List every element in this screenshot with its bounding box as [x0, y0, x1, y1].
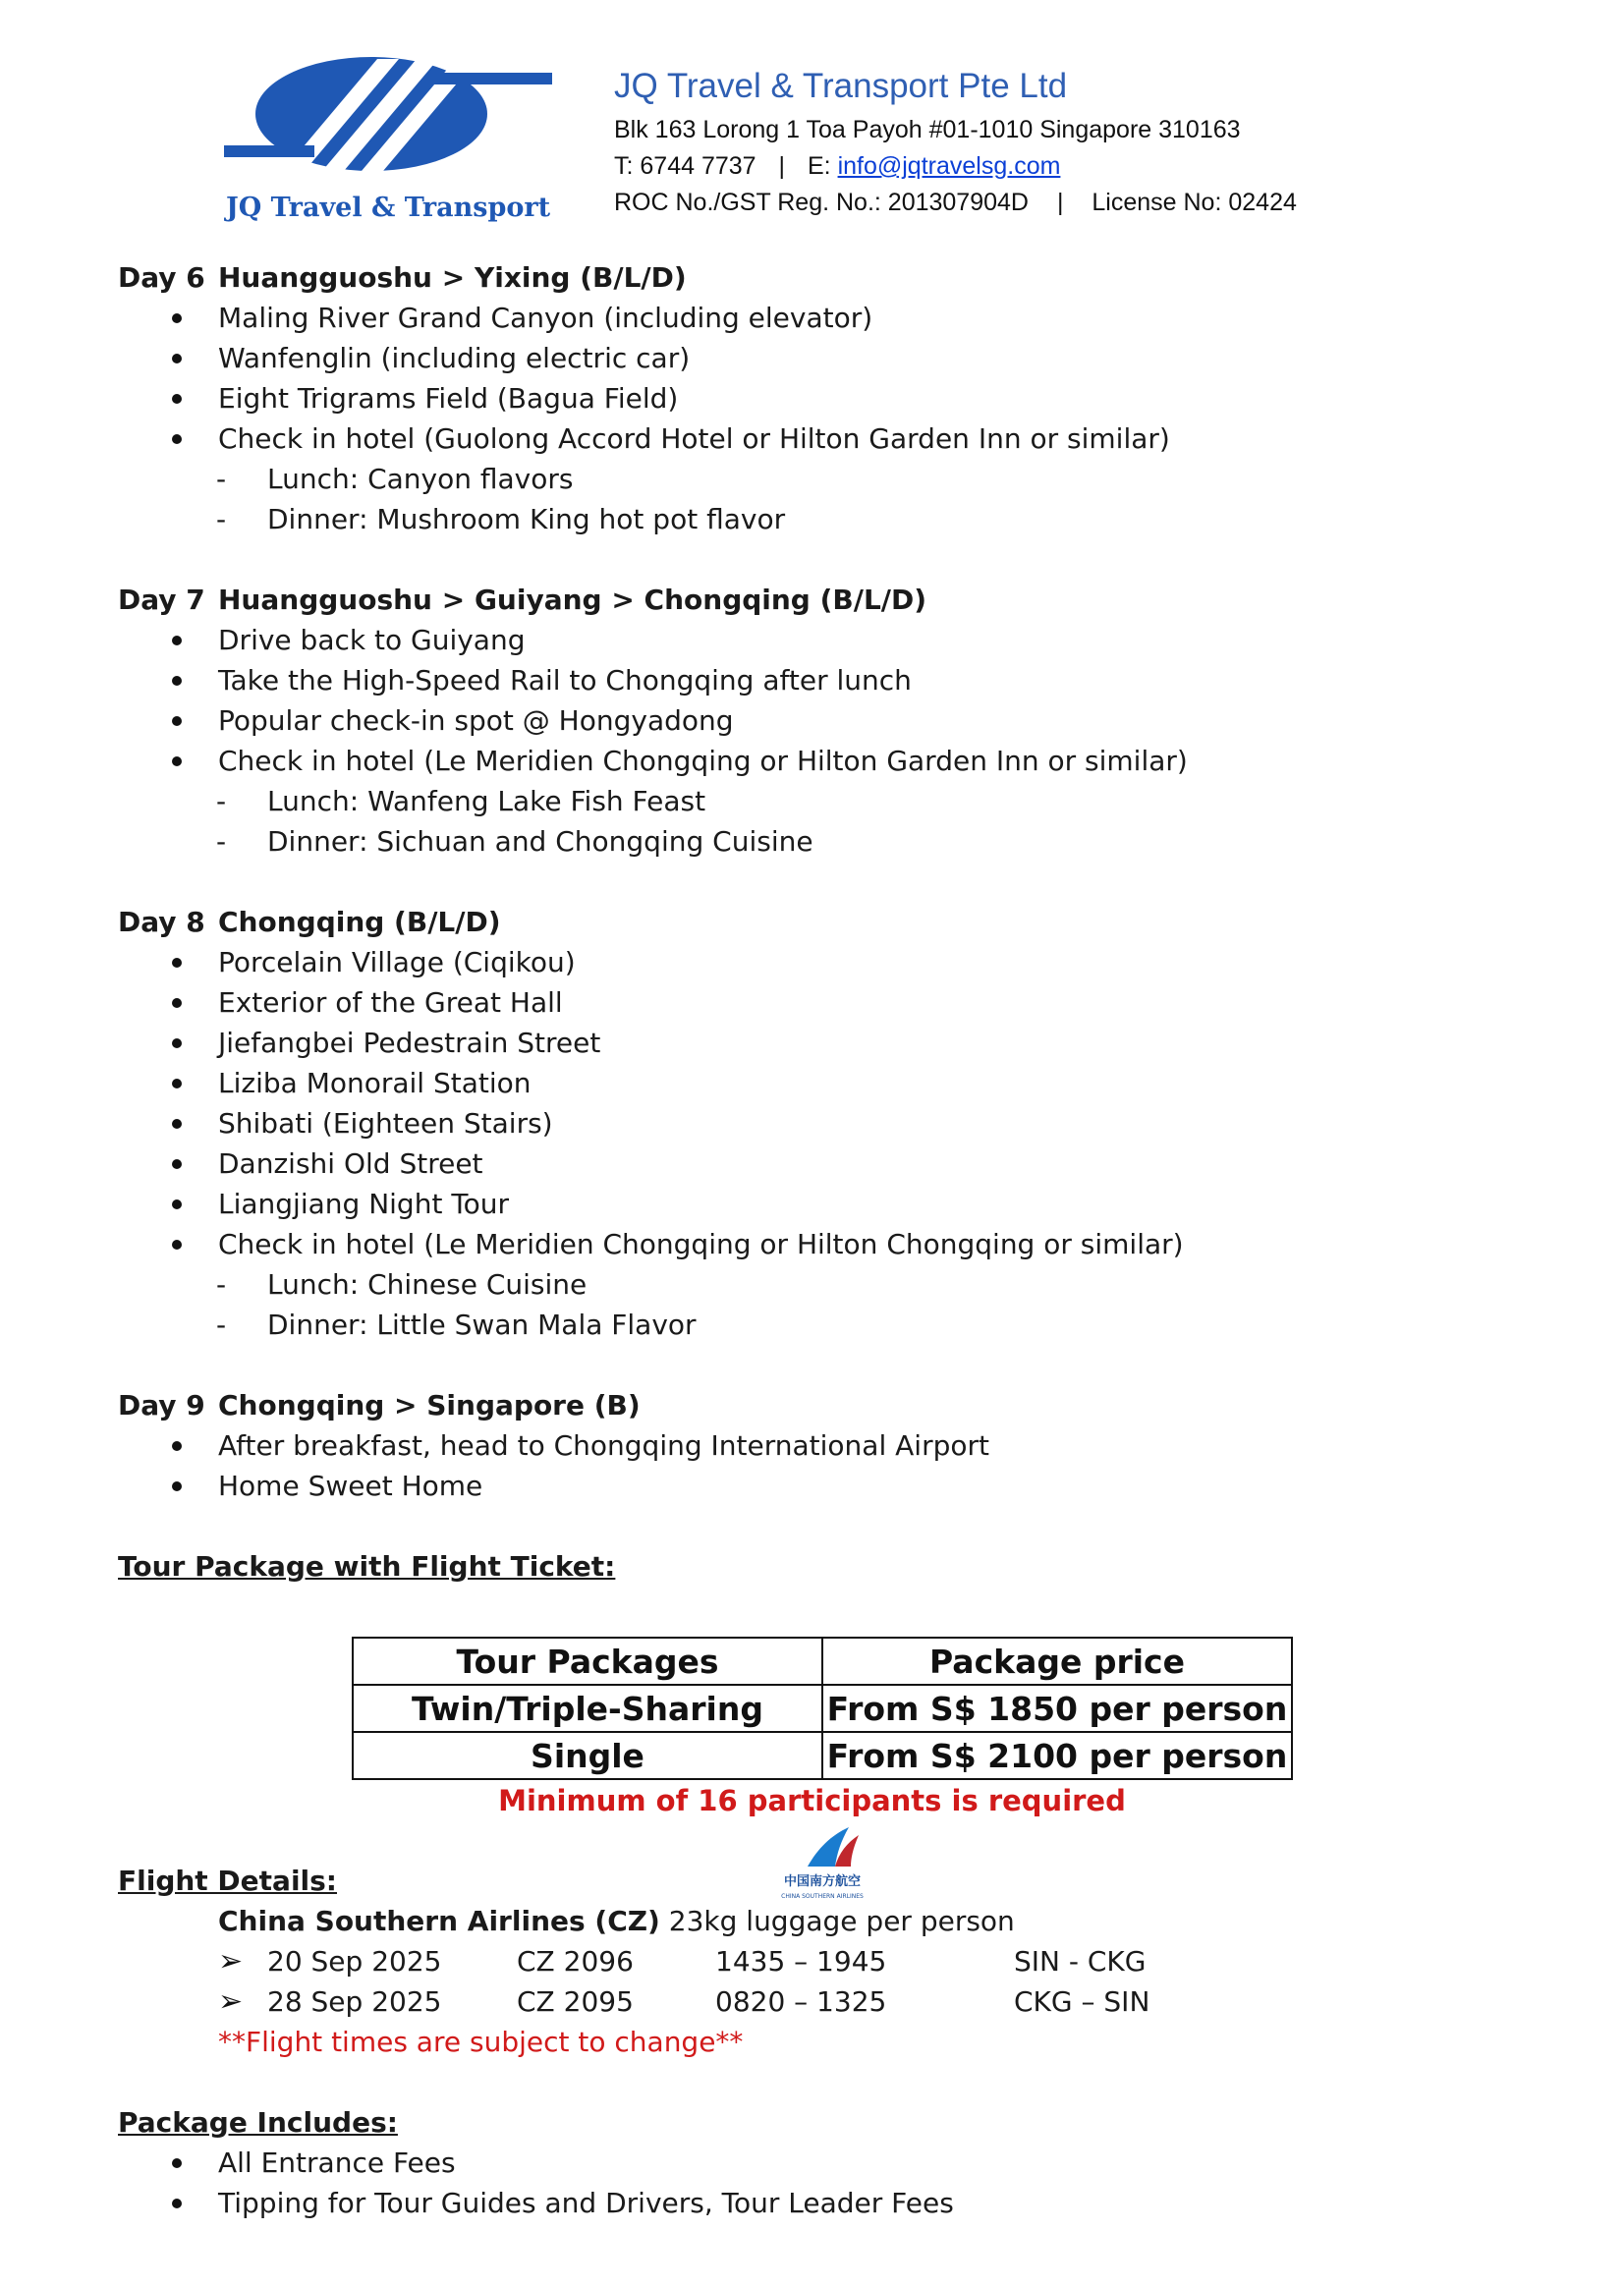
meal-item: Dinner: Sichuan and Chongqing Cuisine — [267, 825, 813, 858]
flight-number: CZ 2096 — [517, 1945, 634, 1978]
dash-bullet: - — [216, 503, 227, 535]
dash-bullet: - — [216, 1309, 227, 1341]
flight-route: CKG – SIN — [1014, 1985, 1150, 2018]
list-item: Porcelain Village (Ciqikou) — [218, 946, 576, 978]
list-item: Liziba Monorail Station — [218, 1067, 532, 1099]
bullet — [172, 1441, 182, 1451]
bullet — [172, 354, 182, 363]
company-address: Blk 163 Lorong 1 Toa Payoh #01-1010 Singapore 310163 — [614, 116, 1241, 143]
minimum-note: Minimum of 16 participants is required — [498, 1784, 1126, 1817]
bullet — [172, 716, 182, 726]
price-table — [352, 1637, 1293, 1780]
table-cell: Twin/Triple-Sharing — [353, 1685, 822, 1732]
email-link[interactable]: info@jqtravelsg.com — [837, 152, 1061, 180]
list-item: Drive back to Guiyang — [218, 624, 526, 656]
table-cell: From S$ 1850 per person — [822, 1685, 1292, 1732]
bullet — [172, 1240, 182, 1250]
email-label: E: — [807, 152, 831, 180]
list-item: Check in hotel (Le Meridien Chongqing or Hilton Chongqing or similar) — [218, 1228, 1184, 1260]
license-number: License No: 02424 — [1092, 189, 1297, 216]
flight-note: **Flight times are subject to change** — [218, 2026, 744, 2058]
list-item: Jiefangbei Pedestrain Street — [218, 1027, 601, 1059]
list-item: Tipping for Tour Guides and Drivers, Tour Leader Fees — [218, 2187, 954, 2219]
table-row — [353, 1732, 1292, 1779]
company-logo — [224, 51, 552, 230]
day-title: Huangguoshu > Guiyang > Chongqing (B/L/D) — [218, 584, 927, 616]
bullet — [172, 394, 182, 404]
day-label: Day 6 — [118, 261, 205, 294]
company-registration — [614, 189, 1297, 217]
list-item: Check in hotel (Guolong Accord Hotel or Hilton Garden Inn or similar) — [218, 422, 1170, 455]
logo-text: JQ Travel & Transport — [225, 193, 551, 223]
bullet — [172, 1038, 182, 1048]
includes-heading: Package Includes: — [118, 2106, 398, 2139]
day-label: Day 7 — [118, 584, 205, 616]
bullet — [172, 676, 182, 686]
company-contact — [614, 152, 1060, 181]
day-label: Day 9 — [118, 1389, 205, 1422]
table-header-cell: Package price — [822, 1638, 1292, 1685]
airline-logo-cn: 中国南方航空 — [783, 1874, 862, 1889]
company-name: JQ Travel & Transport Pte Ltd — [614, 67, 1068, 105]
flight-date: 20 Sep 2025 — [267, 1945, 442, 1978]
dash-bullet: - — [216, 785, 227, 817]
flight-time: 1435 – 1945 — [715, 1945, 887, 1978]
flight-number: CZ 2095 — [517, 1985, 634, 2018]
separator: | — [1056, 189, 1064, 216]
bullet — [172, 313, 182, 323]
bullet — [172, 2199, 182, 2208]
list-item: Take the High-Speed Rail to Chongqing after lunch — [218, 664, 912, 697]
bullet — [172, 1119, 182, 1129]
table-header-cell: Tour Packages — [353, 1638, 822, 1685]
meal-item: Lunch: Wanfeng Lake Fish Feast — [267, 785, 706, 817]
roc-number: ROC No./GST Reg. No.: 201307904D — [614, 189, 1029, 216]
flight-route: SIN - CKG — [1014, 1945, 1147, 1978]
meal-item: Dinner: Mushroom King hot pot flavor — [267, 503, 786, 535]
list-item: Check in hotel (Le Meridien Chongqing or Hilton Garden Inn or similar) — [218, 745, 1188, 777]
table-cell: From S$ 2100 per person — [822, 1732, 1292, 1779]
flight-time: 0820 – 1325 — [715, 1985, 887, 2018]
meal-item: Dinner: Little Swan Mala Flavor — [267, 1309, 697, 1341]
list-item: All Entrance Fees — [218, 2147, 456, 2179]
list-item: Home Sweet Home — [218, 1470, 483, 1502]
bullet — [172, 636, 182, 645]
meal-item: Lunch: Chinese Cuisine — [267, 1268, 588, 1301]
list-item: Danzishi Old Street — [218, 1147, 483, 1180]
bullet — [172, 998, 182, 1008]
arrow-bullet: ➢ — [218, 1984, 244, 2019]
arrow-bullet: ➢ — [218, 1944, 244, 1979]
list-item: Maling River Grand Canyon (including elevator) — [218, 302, 873, 334]
list-item: After breakfast, head to Chongqing International Airport — [218, 1429, 989, 1462]
airline-logo — [768, 1823, 876, 1904]
bullet — [172, 1481, 182, 1491]
airline-line — [218, 1905, 1015, 1938]
bullet — [172, 1199, 182, 1209]
bullet — [172, 2158, 182, 2168]
day-title: Huangguoshu > Yixing (B/L/D) — [218, 261, 687, 294]
dash-bullet: - — [216, 1268, 227, 1301]
dash-bullet: - — [216, 825, 227, 858]
flight-date: 28 Sep 2025 — [267, 1985, 442, 2018]
day-label: Day 8 — [118, 906, 205, 938]
list-item: Liangjiang Night Tour — [218, 1188, 510, 1220]
table-cell: Single — [353, 1732, 822, 1779]
day-title: Chongqing > Singapore (B) — [218, 1389, 641, 1422]
bullet — [172, 958, 182, 968]
package-heading: Tour Package with Flight Ticket: — [118, 1550, 616, 1583]
airline-logo-en: CHINA SOUTHERN AIRLINES — [781, 1893, 864, 1900]
luggage-allowance: 23kg luggage per person — [668, 1905, 1015, 1937]
meal-item: Lunch: Canyon flavors — [267, 463, 574, 495]
list-item: Exterior of the Great Hall — [218, 986, 563, 1019]
bullet — [172, 1159, 182, 1169]
bullet — [172, 756, 182, 766]
day-title: Chongqing (B/L/D) — [218, 906, 501, 938]
airline-name: China Southern Airlines (CZ) — [218, 1905, 660, 1937]
list-item: Shibati (Eighteen Stairs) — [218, 1107, 553, 1140]
bullet — [172, 434, 182, 444]
table-header-row — [353, 1638, 1292, 1685]
separator: | — [778, 152, 786, 180]
dash-bullet: - — [216, 463, 227, 495]
list-item: Popular check-in spot @ Hongyadong — [218, 704, 734, 737]
flight-heading: Flight Details: — [118, 1865, 338, 1897]
phone: T: 6744 7737 — [614, 152, 756, 180]
list-item: Eight Trigrams Field (Bagua Field) — [218, 382, 679, 415]
bullet — [172, 1079, 182, 1088]
list-item: Wanfenglin (including electric car) — [218, 342, 691, 374]
table-row — [353, 1685, 1292, 1732]
